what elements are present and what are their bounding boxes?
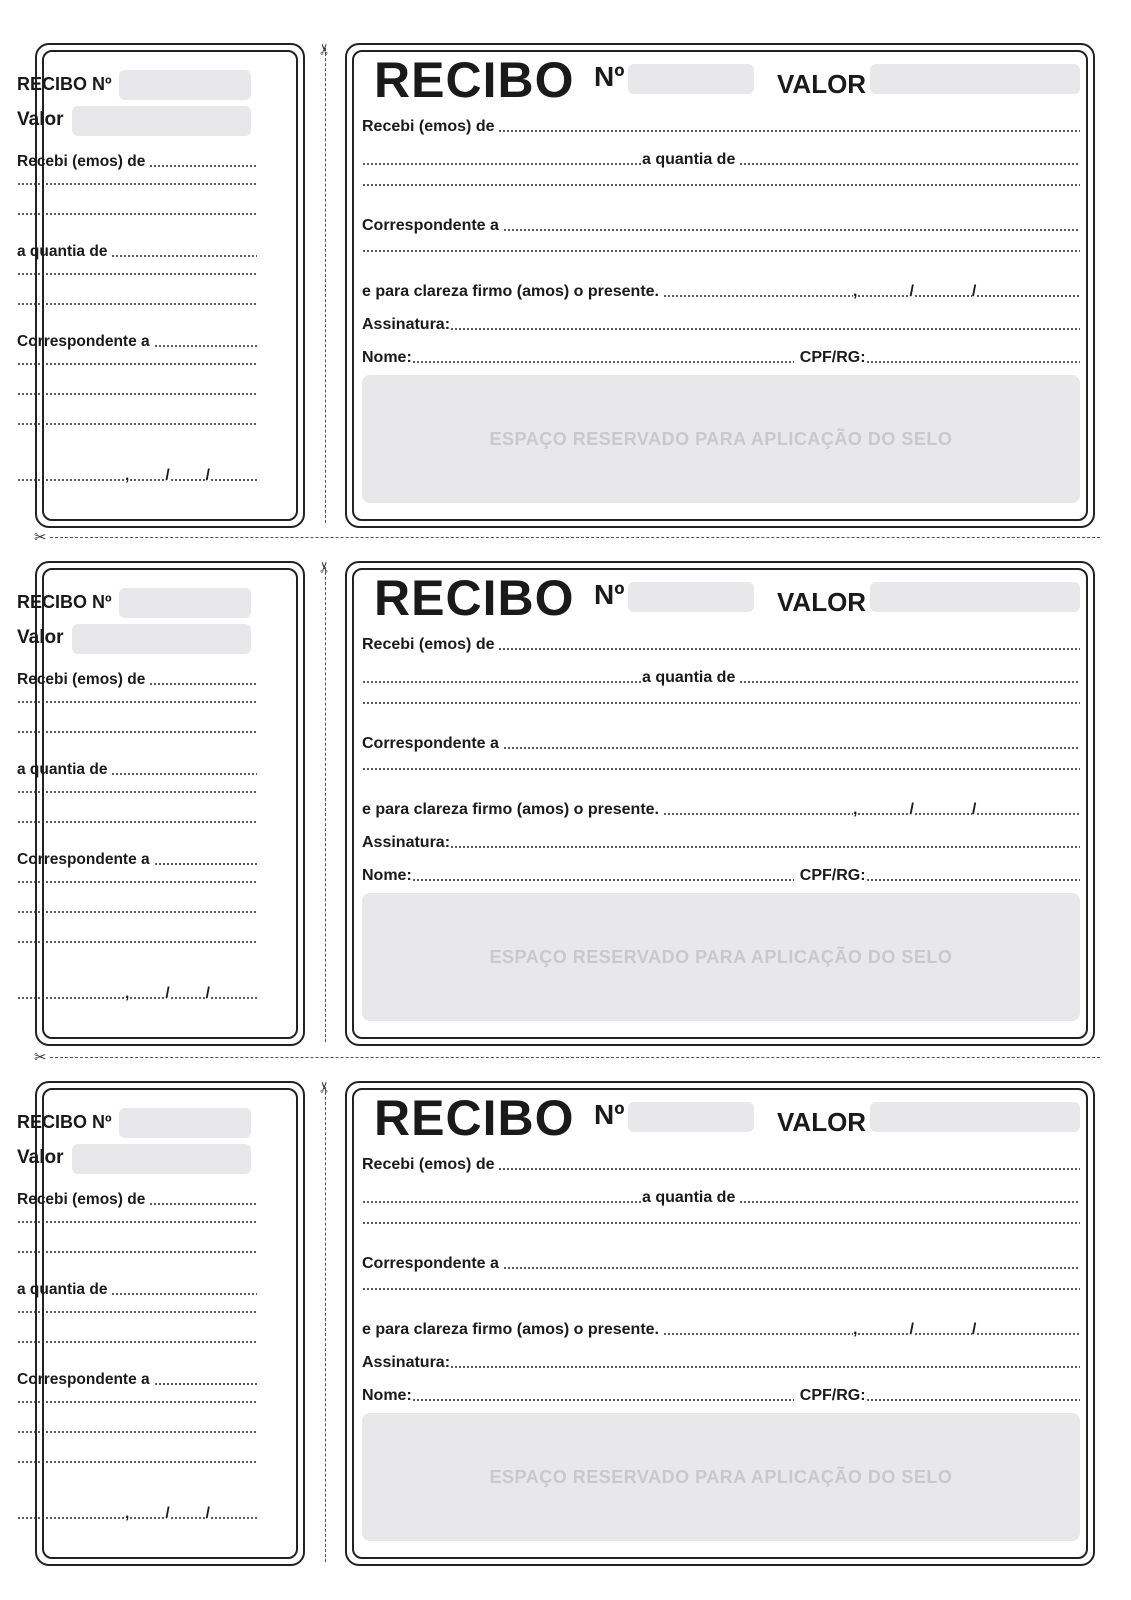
number-label: Nº <box>594 579 625 610</box>
recebi-label: Recebi (emos) de <box>362 636 495 653</box>
nome-label: Nome: <box>362 867 412 884</box>
cpf-label: CPF/RG: <box>799 1387 866 1404</box>
number-label: Nº <box>594 1099 625 1130</box>
stub-recebi-line[interactable] <box>17 153 257 171</box>
scissors-icon: ✂ <box>34 529 47 546</box>
assinatura-label: Assinatura: <box>362 834 451 851</box>
stub-blank-line[interactable] <box>17 393 257 399</box>
seal-text: ESPAÇO RESERVADO PARA APLICAÇÃO DO SELO <box>489 428 953 449</box>
stub-blank-line[interactable] <box>17 1401 257 1407</box>
blank-line[interactable] <box>362 768 1080 774</box>
quantia-line[interactable] <box>362 151 1080 169</box>
stub-recebi-label: Recebi (emos) de <box>17 1191 146 1208</box>
stub-recebi-line[interactable] <box>17 1191 257 1209</box>
nome-line[interactable] <box>362 867 1080 885</box>
valor-field[interactable] <box>870 64 1080 94</box>
date-sep: / <box>971 283 977 300</box>
valor-field[interactable] <box>870 1102 1080 1132</box>
stub-valor-field[interactable] <box>72 106 251 136</box>
recebi-line[interactable] <box>362 636 1080 654</box>
stub-date-sep: / <box>165 467 170 484</box>
nome-label: Nome: <box>362 1387 412 1404</box>
receipt-number-field[interactable] <box>628 582 754 612</box>
receipt-title: RECIBO <box>374 570 575 626</box>
date-sep: / <box>909 283 914 300</box>
blank-line[interactable] <box>362 1222 1080 1228</box>
stub-blank-line[interactable] <box>17 881 257 887</box>
date-sep: / <box>909 801 914 818</box>
assinatura-label: Assinatura: <box>362 316 451 333</box>
stub-blank-line[interactable] <box>17 911 257 917</box>
clareza-line[interactable] <box>362 283 1080 301</box>
clareza-label: e para clareza firmo (amos) o presente. <box>362 283 659 300</box>
stub-date-sep: / <box>205 985 210 1002</box>
clareza-label: e para clareza firmo (amos) o presente. <box>362 1321 659 1338</box>
assinatura-line[interactable] <box>362 1354 1080 1372</box>
stub-blank-line[interactable] <box>17 1221 257 1227</box>
stub-date-sep: , <box>125 985 130 1002</box>
date-sep: , <box>853 1321 858 1338</box>
receipt <box>0 43 1131 528</box>
nome-line[interactable] <box>362 349 1080 367</box>
stub-blank-line[interactable] <box>17 731 257 737</box>
stub-recebi-line[interactable] <box>17 671 257 689</box>
valor-label: VALOR <box>777 587 867 617</box>
correspondente-label: Correspondente a <box>362 1255 499 1272</box>
date-sep: , <box>853 283 858 300</box>
number-label: Nº <box>594 61 625 92</box>
quantia-label: a quantia de <box>642 1189 736 1206</box>
seal-text: ESPAÇO RESERVADO PARA APLICAÇÃO DO SELO <box>489 1466 953 1487</box>
quantia-line[interactable] <box>362 669 1080 687</box>
stub-blank-line[interactable] <box>17 423 257 429</box>
stub-valor-label: Valor <box>17 1147 64 1168</box>
assinatura-label: Assinatura: <box>362 1354 451 1371</box>
date-sep: / <box>971 801 977 818</box>
stub-quantia-label: a quantia de <box>17 243 108 260</box>
stub-blank-line[interactable] <box>17 273 257 279</box>
stub-date-line[interactable] <box>17 985 257 1003</box>
quantia-label: a quantia de <box>642 669 736 686</box>
stub-date-sep: / <box>205 467 210 484</box>
stub-date-sep: , <box>125 1505 130 1522</box>
cpf-label: CPF/RG: <box>799 867 866 884</box>
stub-quantia-line[interactable] <box>17 243 257 261</box>
clareza-line[interactable] <box>362 1321 1080 1339</box>
stub-title: RECIBO Nº <box>17 74 112 94</box>
valor-field[interactable] <box>870 582 1080 612</box>
stub-correspondente-line[interactable] <box>17 333 257 351</box>
scissors-icon: ✂ <box>316 560 334 574</box>
assinatura-line[interactable] <box>362 316 1080 334</box>
receipt-number-field[interactable] <box>628 64 754 94</box>
stub-blank-line[interactable] <box>17 1251 257 1257</box>
scissors-icon: ✂ <box>316 1080 334 1094</box>
stub-title: RECIBO Nº <box>17 1112 112 1132</box>
seal-area <box>362 893 1080 1021</box>
valor-label: VALOR <box>777 69 867 99</box>
cut-line-horizontal <box>50 1057 1100 1058</box>
stub-blank-line[interactable] <box>17 1431 257 1437</box>
stub-correspondente-line[interactable] <box>17 851 257 869</box>
stub-date-sep: / <box>165 985 170 1002</box>
seal-area <box>362 1413 1080 1541</box>
seal-area <box>362 375 1080 503</box>
correspondente-line[interactable] <box>362 217 1080 235</box>
stub-number-field[interactable] <box>119 588 251 618</box>
blank-line[interactable] <box>362 184 1080 190</box>
valor-label: VALOR <box>777 1107 867 1137</box>
cut-line-vertical <box>325 48 326 523</box>
stub-quantia-line[interactable] <box>17 1281 257 1299</box>
stub-valor-field[interactable] <box>72 624 251 654</box>
stub-valor-field[interactable] <box>72 1144 251 1174</box>
cut-line-vertical <box>325 1087 326 1562</box>
quantia-line[interactable] <box>362 1189 1080 1207</box>
clareza-label: e para clareza firmo (amos) o presente. <box>362 801 659 818</box>
cpf-label: CPF/RG: <box>799 349 866 366</box>
recebi-line[interactable] <box>362 1156 1080 1174</box>
correspondente-line[interactable] <box>362 1255 1080 1273</box>
stub-blank-line[interactable] <box>17 1461 257 1467</box>
correspondente-label: Correspondente a <box>362 217 499 234</box>
stub-date-line[interactable] <box>17 467 257 485</box>
stub-correspondente-label: Correspondente a <box>17 1371 150 1388</box>
recebi-label: Recebi (emos) de <box>362 1156 495 1173</box>
blank-line[interactable] <box>362 702 1080 708</box>
stub-blank-line[interactable] <box>17 941 257 947</box>
cut-line-vertical <box>325 567 326 1042</box>
scissors-icon: ✂ <box>316 42 334 56</box>
recebi-label: Recebi (emos) de <box>362 118 495 135</box>
stub-date-sep: / <box>205 1505 210 1522</box>
stub-blank-line[interactable] <box>17 213 257 219</box>
clareza-line[interactable] <box>362 801 1080 819</box>
date-sep: / <box>971 1321 977 1338</box>
receipt-title: RECIBO <box>374 52 575 108</box>
stub-number-field[interactable] <box>119 70 251 100</box>
stub-blank-line[interactable] <box>17 303 257 309</box>
assinatura-line[interactable] <box>362 834 1080 852</box>
stub-quantia-line[interactable] <box>17 761 257 779</box>
blank-line[interactable] <box>362 250 1080 256</box>
stub-blank-line[interactable] <box>17 363 257 369</box>
stub-recebi-label: Recebi (emos) de <box>17 671 146 688</box>
stub-blank-line[interactable] <box>17 1341 257 1347</box>
stub-blank-line[interactable] <box>17 791 257 797</box>
date-sep: / <box>909 1321 914 1338</box>
stub-blank-line[interactable] <box>17 1311 257 1317</box>
stub-date-sep: / <box>165 1505 170 1522</box>
correspondente-label: Correspondente a <box>362 735 499 752</box>
stub-date-sep: , <box>125 467 130 484</box>
nome-label: Nome: <box>362 349 412 366</box>
stub-quantia-label: a quantia de <box>17 1281 108 1298</box>
receipt-number-field[interactable] <box>628 1102 754 1132</box>
scissors-icon: ✂ <box>34 1049 47 1066</box>
stub-number-field[interactable] <box>119 1108 251 1138</box>
stub-valor-label: Valor <box>17 109 64 130</box>
cut-line-horizontal <box>50 537 1100 538</box>
receipt <box>0 561 1131 1046</box>
stub-correspondente-label: Correspondente a <box>17 851 150 868</box>
stub-date-line[interactable] <box>17 1505 257 1523</box>
stub-quantia-label: a quantia de <box>17 761 108 778</box>
stub-blank-line[interactable] <box>17 183 257 189</box>
stub-blank-line[interactable] <box>17 701 257 707</box>
seal-text: ESPAÇO RESERVADO PARA APLICAÇÃO DO SELO <box>489 946 953 967</box>
stub-valor-label: Valor <box>17 627 64 648</box>
stub-recebi-label: Recebi (emos) de <box>17 153 146 170</box>
quantia-label: a quantia de <box>642 151 736 168</box>
blank-line[interactable] <box>362 1288 1080 1294</box>
stub-title: RECIBO Nº <box>17 592 112 612</box>
stub-correspondente-line[interactable] <box>17 1371 257 1389</box>
receipt <box>0 1081 1131 1566</box>
recebi-line[interactable] <box>362 118 1080 136</box>
date-sep: , <box>853 801 858 818</box>
stub-correspondente-label: Correspondente a <box>17 333 150 350</box>
stub-blank-line[interactable] <box>17 821 257 827</box>
receipt-title: RECIBO <box>374 1090 575 1146</box>
correspondente-line[interactable] <box>362 735 1080 753</box>
nome-line[interactable] <box>362 1387 1080 1405</box>
